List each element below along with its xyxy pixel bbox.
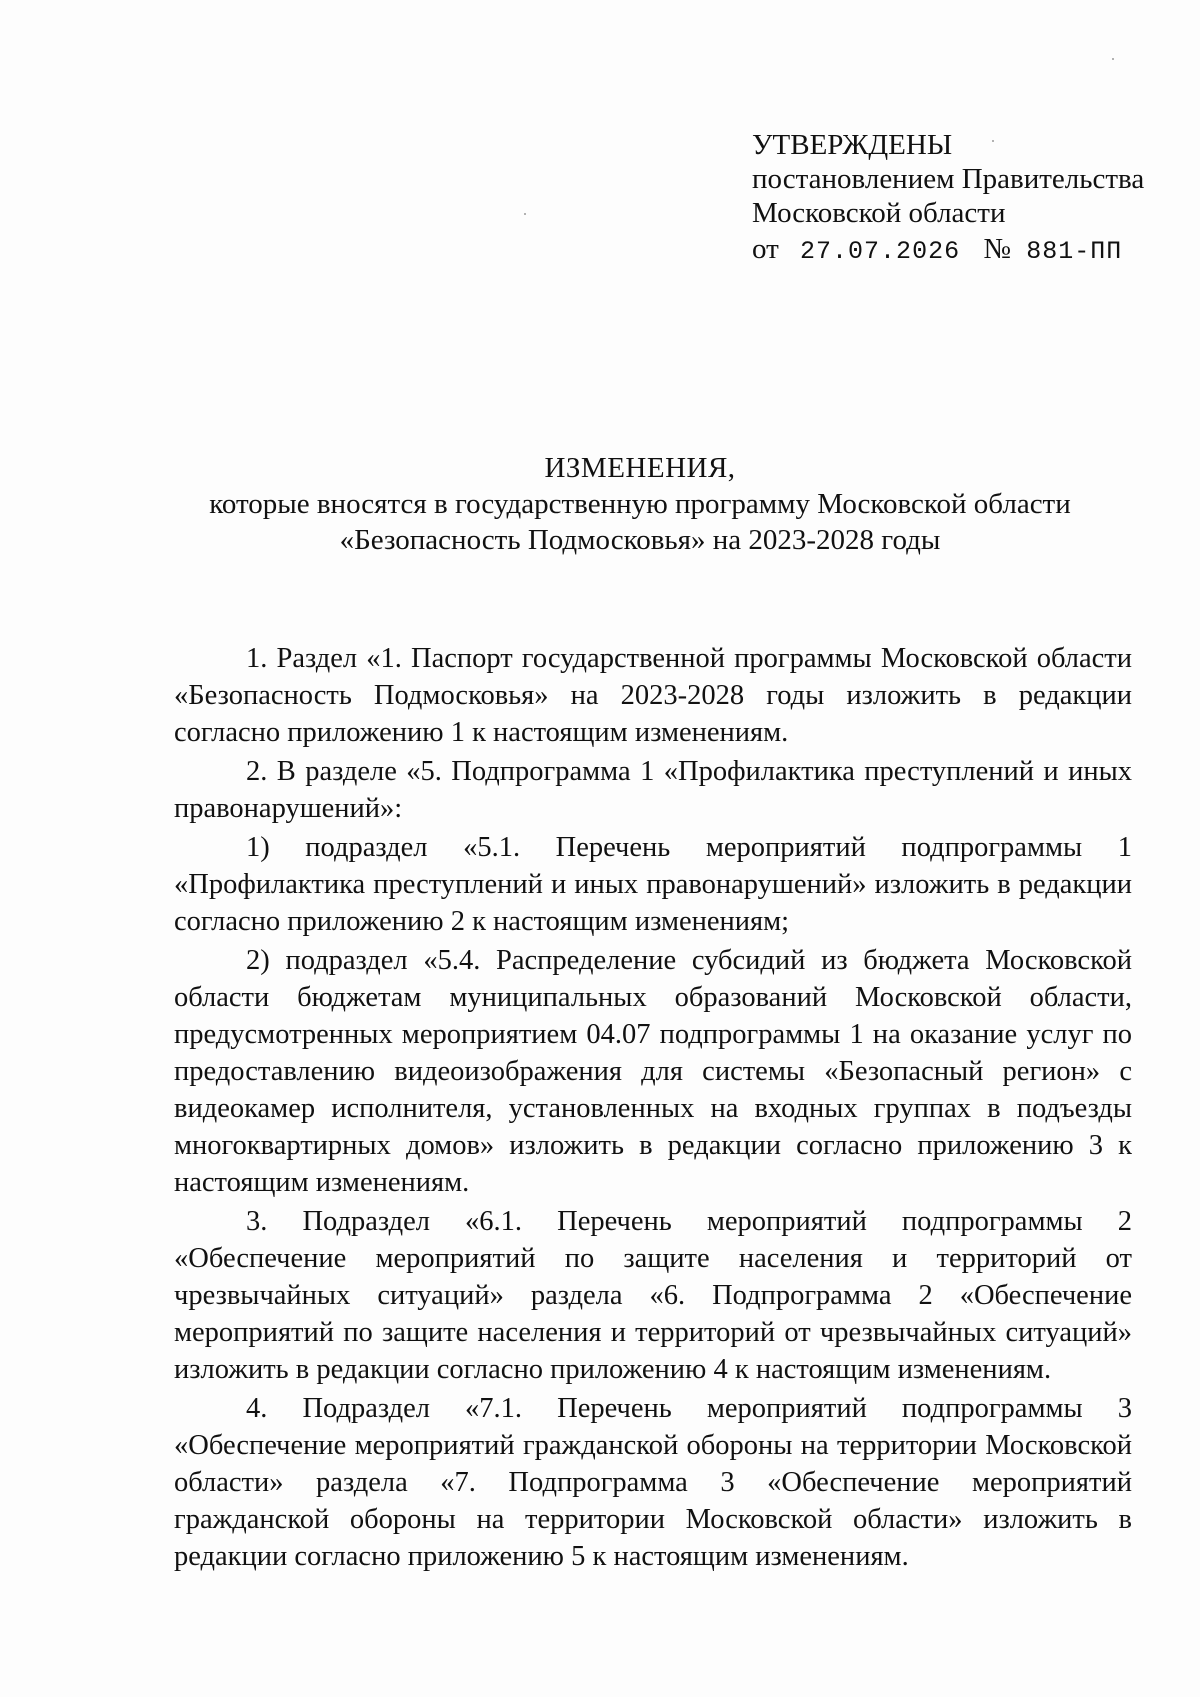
scan-speck [1112,58,1114,60]
title-heading: ИЗМЕНЕНИЯ, [544,452,736,484]
title-subline: которые вносятся в государственную программу Московской области [209,488,1071,520]
document-title [160,450,1120,558]
approval-stamp [752,128,1172,269]
document-body [174,640,1132,1575]
approval-heading: УТВЕРЖДЕНЫ [752,129,953,161]
approval-order-line [752,232,1172,269]
scan-speck [524,213,526,215]
item-2: 2. В разделе «5. Подпрограмма 1 «Профилактика преступлений и иных правонарушений»: [174,756,1132,824]
item-2-sub-1: 1) подраздел «5.1. Перечень мероприятий подпрограммы 1 «Профилактика преступлений и иных правонарушений» изложить в редакции согласно приложению 2 к настоящим изменениям; [174,832,1132,937]
item-4: 4. Подраздел «7.1. Перечень мероприятий подпрограммы 3 «Обеспечение мероприятий гражданской обороны на территории Московской области» раздела «7. Подпрограмма 3 «Обеспечение мероприятий гражданской обороны на территории Московской области» изложить в редакции согласно приложению 5 к настоящим изменениям. [174,1393,1132,1572]
approval-date: 27.07.2026 [800,237,961,266]
item-2-sub-2: 2) подраздел «5.4. Распределение субсидий из бюджета Московской области бюджетам муниципальных образований Московской области, предусмотренных мероприятием 04.07 подпрограммы 1 на оказание услуг по предоставлению видеоизображения для системы «Безопасный регион» с видеокамер исполнителя, установленных на входных группах в подъезды многоквартирных домов» изложить в редакции согласно приложению 3 к настоящим изменениям. [174,945,1132,1198]
approval-number-sign: № [983,233,1011,265]
approval-line-region: Московской области [752,197,1006,229]
item-3: 3. Подраздел «6.1. Перечень мероприятий подпрограммы 2 «Обеспечение мероприятий по защите населения и территорий от чрезвычайных ситуаций» раздела «6. Подпрограмма 2 «Обеспечение мероприятий по защите населения и территорий от чрезвычайных ситуаций» изложить в редакции согласно приложению 4 к настоящим изменениям. [174,1206,1132,1385]
title-program: «Безопасность Подмосковья» на 2023-2028 годы [339,524,941,556]
item-1: 1. Раздел «1. Паспорт государственной программы Московской области «Безопасность Подмосковья» на 2023-2028 годы изложить в редакции согласно приложению 1 к настоящим изменениям. [174,643,1132,748]
approval-from: от [752,233,779,265]
approval-line-resolution: постановлением Правительства [752,163,1145,195]
approval-number: 881-ПП [1026,237,1123,266]
